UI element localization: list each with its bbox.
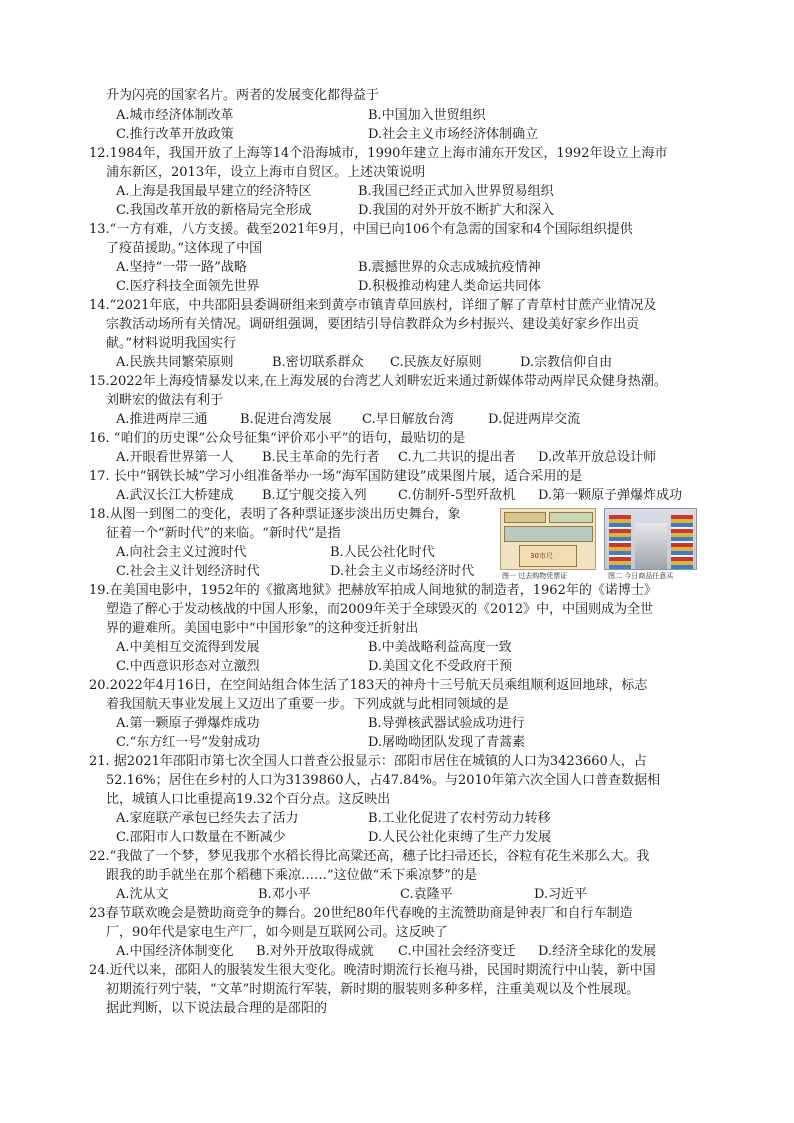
text-line: C.邵阳市人口数量在不断减少 — [116, 830, 286, 845]
text-line: B.民主革命的先行者 — [262, 450, 380, 465]
text-line: D.社会主义市场经济体制确立 — [368, 127, 539, 142]
text-line: 24.近代以来，邵阳人的服装发生很大变化。晚清时期流行长袍马褂，民国时期流行中山装，新中国 — [89, 963, 656, 978]
text-line: 18.从图一到图二的变化，表明了各种票证逐步淡出历史舞台，象 — [89, 507, 461, 522]
text-line: B.中美战略利益高度一致 — [368, 640, 512, 655]
text-line: D.我国的对外开放不断扩大和深入 — [358, 203, 555, 218]
text-line: A.中国经济体制变化 — [116, 944, 234, 959]
text-line: C.中西意识形态对立激烈 — [116, 659, 260, 674]
text-line: 界的避难所。美国电影中“中国形象”的这种变迁折射出 — [106, 621, 419, 636]
ticket-3 — [504, 526, 593, 542]
text-line: B.工业化促进了农村劳动力转移 — [368, 811, 551, 826]
text-line: D.人民公社化束缚了生产力发展 — [368, 830, 552, 845]
text-line: A.推进两岸三通 — [116, 412, 208, 427]
figure-tickets-and-supermarket — [500, 508, 697, 580]
text-line: C.“东方红一号”发射成功 — [116, 735, 260, 750]
text-line: A.上海是我国最早建立的经济特区 — [116, 184, 312, 199]
text-line: 19.在美国电影中，1952年的《撤离地狱》把赫放军拍成人间地狱的制造者，1962年的《诺博士》 — [89, 583, 657, 598]
text-line: 22.“我做了一个梦，梦见我那个水稻长得比高粱还高，穗子比扫帚还长，谷粒有花生米那么大。我 — [89, 849, 650, 864]
text-line: B.中国加入世贸组织 — [368, 108, 486, 123]
text-line: 宗教活动场所有关情况。调研组强调，要团结引导信教群众为乡村振兴、建设美好家乡作出贡 — [106, 317, 640, 332]
text-line: C.九二共识的提出者 — [398, 450, 516, 465]
text-line: D.第一颗原子弹爆炸成功 — [538, 488, 683, 503]
text-line: 征着一个“新时代”的来临。“新时代”是指 — [106, 526, 341, 541]
ticket-text: 30市尺 — [530, 552, 553, 560]
text-line: C.医疗科技全面领先世界 — [116, 279, 260, 294]
text-line: B.辽宁舰交接入列 — [262, 488, 367, 503]
text-line: 据此判断，以下说法最合理的是邵阳的 — [106, 1001, 328, 1016]
text-line: 13.“一方有难，八方支援。截至2021年9月，中国已向106个有急需的国家和4个国际组织提供 — [89, 222, 633, 237]
text-line: D.积极推动构建人类命运共同体 — [358, 279, 542, 294]
text-line: B.邓小平 — [258, 887, 311, 902]
supermarket-image — [604, 508, 697, 570]
text-line: A.第一颗原子弹爆炸成功 — [116, 716, 260, 731]
shelf-left — [609, 515, 631, 569]
text-line: 比，城镇人口比重提高19.32个百分点。这反映出 — [106, 792, 391, 807]
text-line: 升为闪亮的国家名片。两者的发展变化都得益于 — [106, 88, 380, 103]
text-line: D.美国文化不受政府干预 — [368, 659, 513, 674]
ticket-1 — [504, 512, 546, 523]
text-line: A.民族共同繁荣原则 — [116, 355, 234, 370]
text-line: 12.1984年，我国开放了上海等14个沿海城市，1990年建立上海市浦东开发区，1992年设立上海市 — [89, 146, 668, 161]
text-line: C.社会主义计划经济时代 — [116, 564, 260, 579]
text-line: 21. 据2021年邵阳市第七次全国人口普查公报显示：邵阳市居住在城镇的人口为3423660人，占 — [89, 754, 647, 769]
ticket-2 — [549, 512, 593, 523]
text-line: A.武汉长江大桥建成 — [116, 488, 234, 503]
text-line: D.改革开放总设计师 — [538, 450, 657, 465]
text-line: 15.2022年上海疫情暴发以来,在上海发展的台湾艺人刘畊宏近来通过新媒体带动两岸民众健身热潮。 — [89, 374, 667, 389]
text-line: 塑造了醉心于发动核战的中国人形象，而2009年关于全球毁灭的《2012》中，中国则成为全世 — [106, 602, 654, 617]
aisle — [635, 523, 667, 569]
text-line: 浦东新区，2013年，设立上海市自贸区。上述决策说明 — [106, 165, 426, 180]
text-line: D.社会主义市场经济时代 — [330, 564, 475, 579]
text-line: C.袁隆平 — [400, 887, 453, 902]
text-line: B.人民公社化时代 — [330, 545, 435, 560]
text-line: D.宗教信仰自由 — [520, 355, 613, 370]
text-line: 着我国航天事业发展上又迈出了重要一步。下列成就与此相同领域的是 — [106, 697, 510, 712]
text-line: 初期流行列宁装，“文革”时期流行军装，新时期的服装则多种多样，注重美观以及个性展现。 — [106, 982, 640, 997]
shelf-right — [671, 515, 693, 569]
text-line: D.经济全球化的发展 — [538, 944, 657, 959]
text-line: 23春节联欢晚会是赞助商竞争的舞台。20世纪80年代春晚的主流赞助商是钟表厂和自行车制造 — [89, 906, 633, 921]
text-line: 52.16%；居住在乡村的人口为3139860人，占47.84%。与2010年第六次全国人口普查数据相 — [106, 773, 661, 788]
text-line: A.开眼看世界第一人 — [116, 450, 234, 465]
ration-tickets-image — [500, 508, 596, 570]
text-line: A.向社会主义过渡时代 — [116, 545, 247, 560]
text-line: 17. 长中“钢铁长城”学习小组准备举办一场“海军国防建设”成果图片展，适合采用的是 — [89, 469, 583, 484]
text-line: D.促进两岸交流 — [488, 412, 581, 427]
text-line: B.我国已经正式加入世界贸易组织 — [358, 184, 554, 199]
text-line: B.震撼世界的众志成城抗疫情神 — [358, 260, 541, 275]
text-line: 献。”材料说明我国实行 — [106, 336, 237, 351]
text-line: D.屠呦呦团队发现了青蒿素 — [368, 735, 526, 750]
text-line: 14.“2021年底，中共邵阳县委调研组来到黄亭市镇青草回族村，详细了解了青草村甘蔗产业情况及 — [89, 298, 657, 313]
text-line: B.导弹核武器试验成功进行 — [368, 716, 525, 731]
text-line: A.中美相互交流得到发展 — [116, 640, 260, 655]
text-line: 16. “咱们的历史课”公众号征集“评价邓小平”的语句，最贴切的是 — [89, 431, 466, 446]
text-line: 厂，90年代是家电生产厂，如今则是互联网公司。这反映了 — [106, 925, 448, 940]
text-line: C.中国社会经济变迁 — [398, 944, 516, 959]
text-line: A.城市经济体制改革 — [116, 108, 234, 123]
text-line: 了疫苗援助。”这体现了中国 — [106, 241, 263, 256]
text-line: C.仿制歼-5型歼敌机 — [398, 488, 516, 503]
text-line: A.沈从文 — [116, 887, 169, 902]
text-line: C.早日解放台湾 — [362, 412, 454, 427]
figure-caption-2: 图二 今日商品任意买 — [608, 572, 674, 580]
text-line: A.坚持“一带一路”战略 — [116, 260, 247, 275]
text-line: B.促进台湾发展 — [240, 412, 332, 427]
text-line: B.对外开放取得成就 — [256, 944, 374, 959]
text-line: 跟我的助手就坐在那个稻穗下乘凉……”这位做“禾下乘凉梦”的是 — [106, 868, 477, 883]
text-line: 刘畊宏的做法有利于 — [106, 393, 224, 408]
text-line: C.民族友好原则 — [390, 355, 482, 370]
figure-caption-1: 图一 过去购物凭票证 — [502, 572, 568, 580]
text-line: D.习近平 — [534, 887, 588, 902]
text-line: 20.2022年4月16日，在空间站组合体生活了183天的神舟十三号航天员乘组顺利返回地球，标志 — [89, 678, 648, 693]
text-line: A.家庭联产承包已经失去了活力 — [116, 811, 299, 826]
text-line: C.推行改革开放政策 — [116, 127, 234, 142]
text-line: B.密切联系群众 — [272, 355, 364, 370]
text-line: C.我国改革开放的新格局完全形成 — [116, 203, 312, 218]
ticket-4 — [519, 545, 577, 567]
